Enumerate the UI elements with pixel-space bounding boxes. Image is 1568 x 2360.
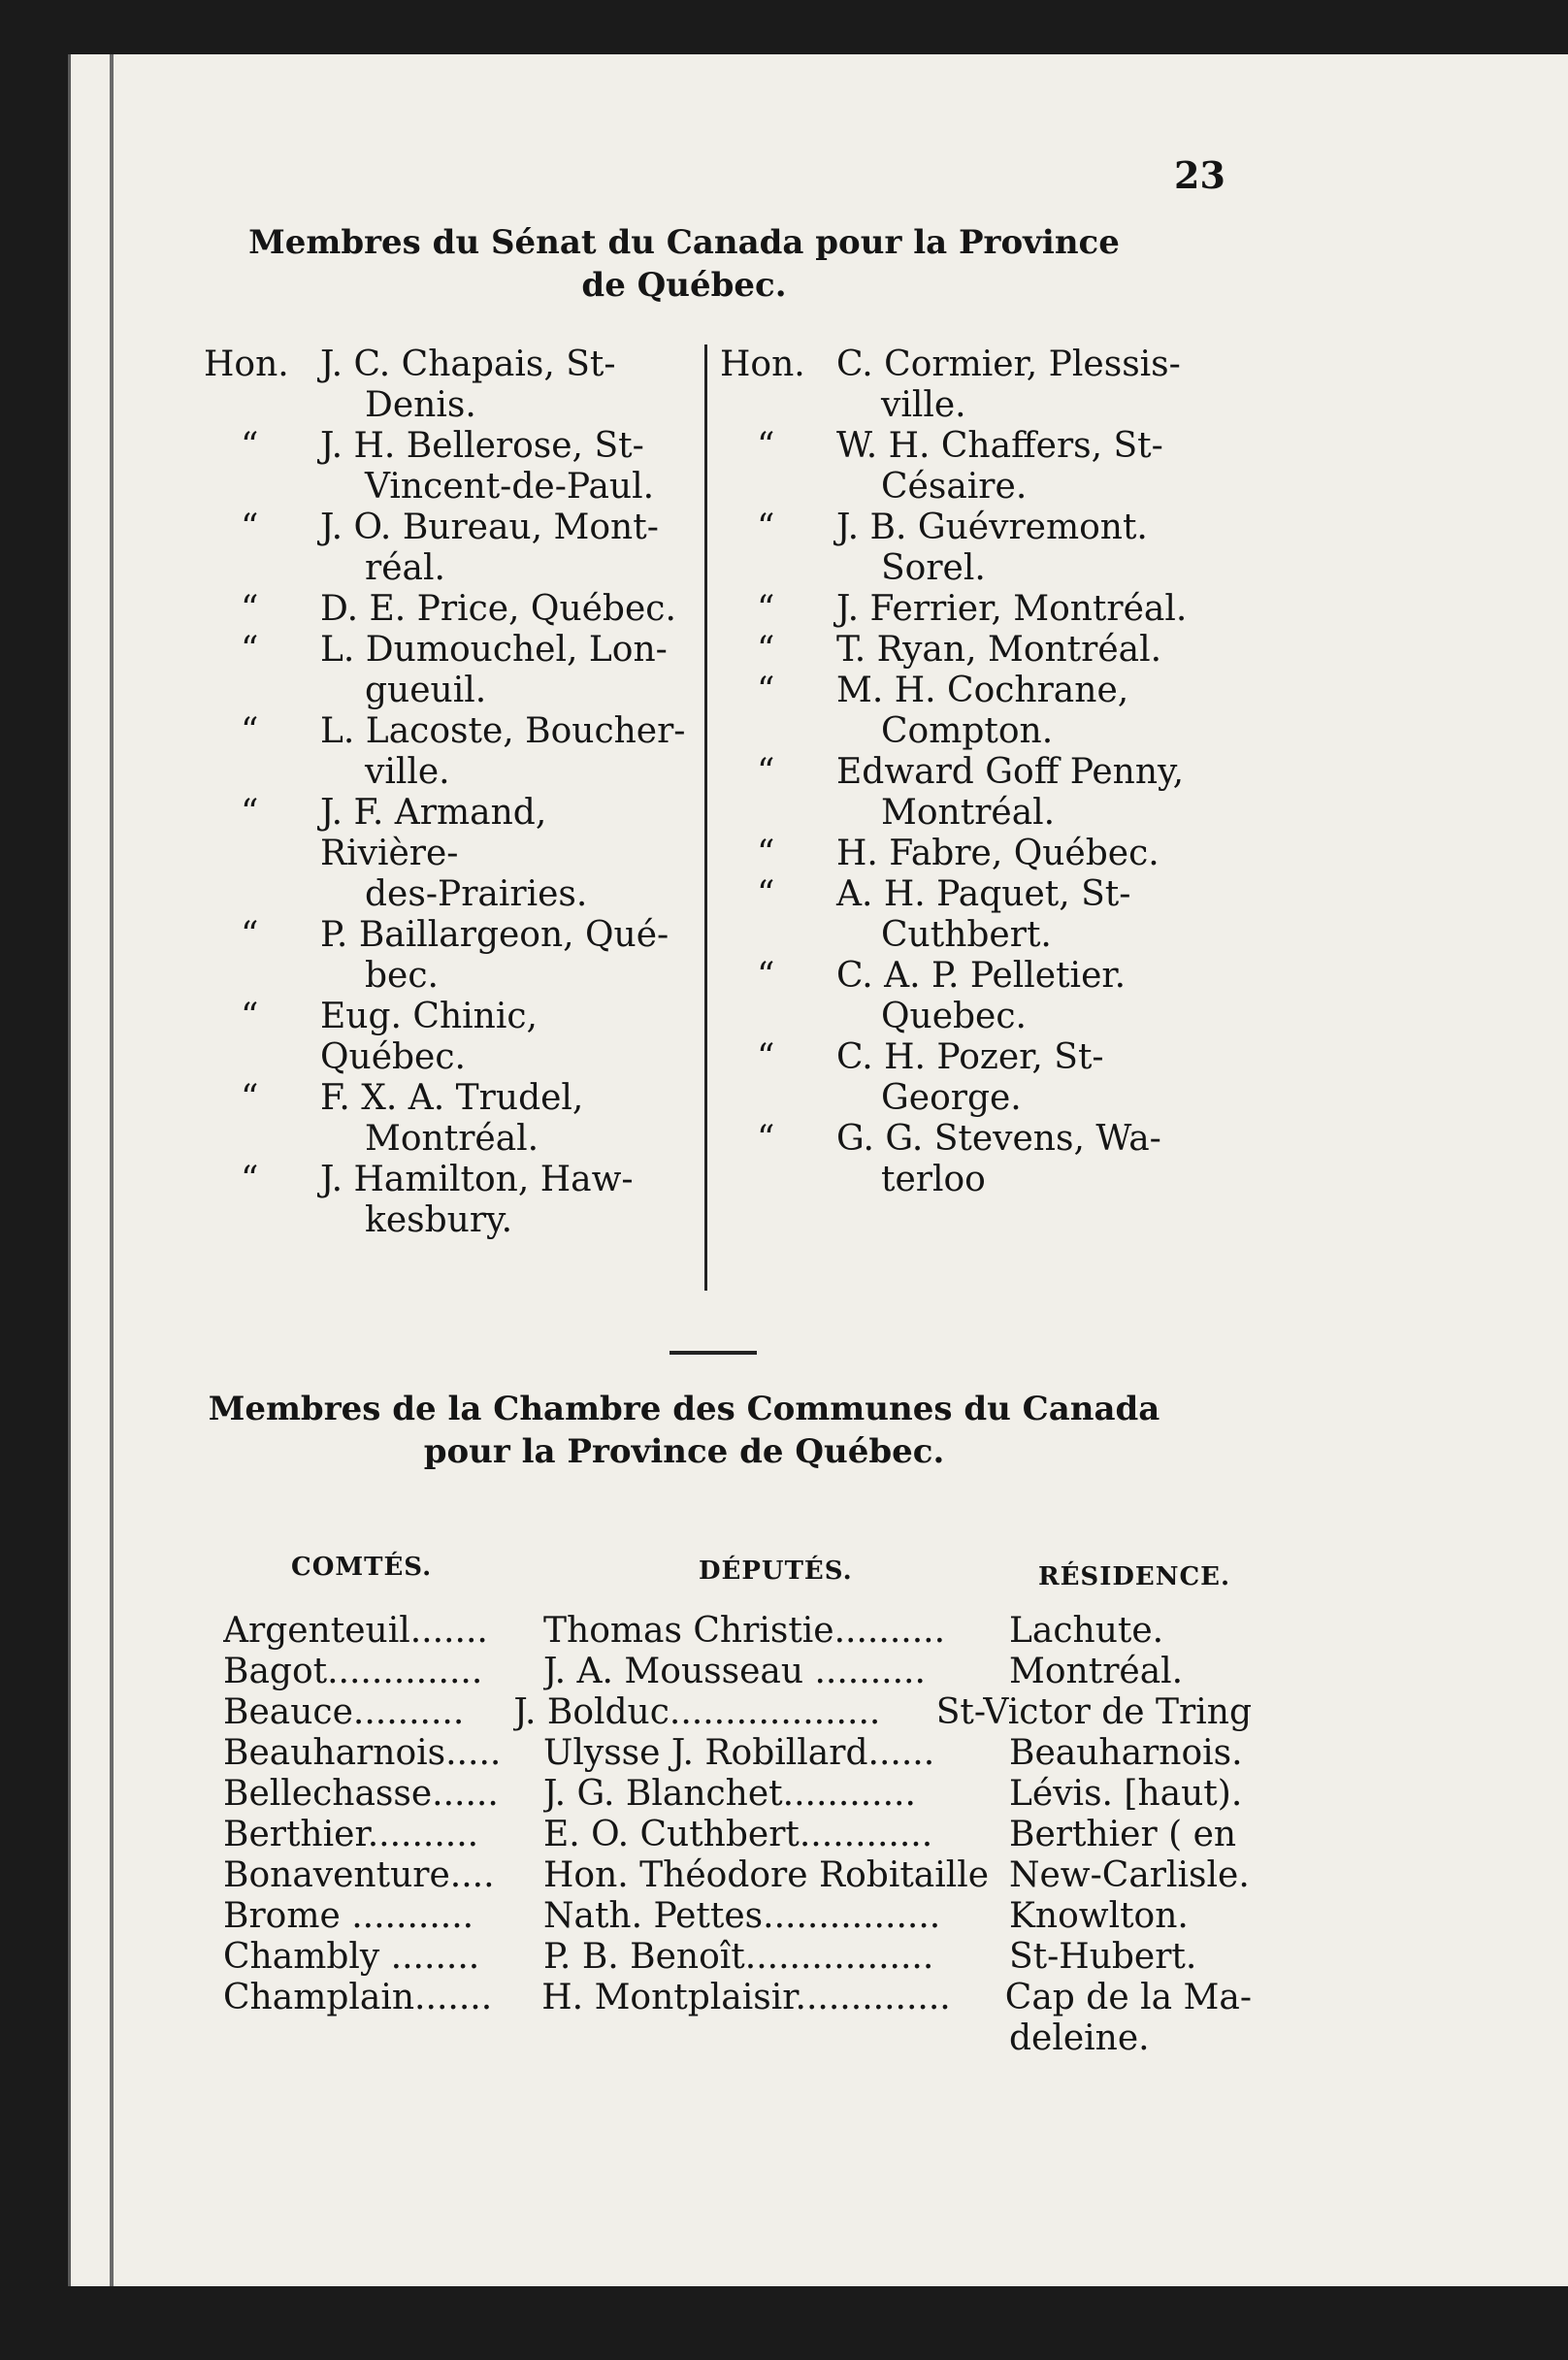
senator-line2: des-Prairies. (365, 874, 588, 914)
cell-residence: Cap de la Ma- (1004, 1978, 1252, 2017)
commons-heading-line2: pour la Province de Québec. (423, 1432, 945, 1471)
cell-county: Chambly ........ (223, 1937, 480, 1977)
senator-name (320, 1160, 689, 1241)
senator-line1: J. O. Bureau, Mont- (320, 508, 659, 547)
senator-line1: C. A. P. Pelletier. (836, 956, 1127, 996)
cell-county: Bellechasse...... (223, 1774, 499, 1814)
cell-county: Champlain....... (223, 1978, 493, 2017)
cell-county: Argenteuil....... (223, 1611, 488, 1651)
senator-name (320, 630, 689, 711)
senate-heading-line1: Membres du Sénat du Canada pour la Province (248, 223, 1120, 262)
senator-marker: “ (757, 508, 775, 547)
senator-marker: “ (757, 1037, 775, 1077)
cell-county: Brome ........... (223, 1896, 474, 1936)
senator-line1: H. Fabre, Québec. (836, 834, 1160, 873)
senator-entry (204, 915, 689, 997)
cell-residence: St-Hubert. (1009, 1937, 1197, 1977)
senator-line1: A. H. Paquet, St- (836, 874, 1131, 914)
senator-entry (204, 508, 689, 589)
page-number: 23 (1174, 153, 1225, 197)
senator-marker: “ (241, 793, 259, 833)
senator-line1: C. H. Pozer, St- (836, 1037, 1104, 1077)
cell-county: Bonaventure.... (223, 1855, 495, 1895)
senator-line1: C. Cormier, Plessis- (836, 344, 1181, 384)
senator-name (320, 793, 689, 915)
cell-deputy: J. A. Mousseau .......... (543, 1652, 926, 1691)
table-row (223, 1652, 1252, 1692)
table-row (223, 1855, 1252, 1896)
cell-deputy: Nath. Pettes................ (543, 1896, 941, 1936)
senator-line2: Quebec. (881, 997, 1027, 1036)
cell-deputy: Hon. Théodore Robitaille (543, 1855, 990, 1895)
column-rule (704, 344, 707, 1291)
senate-heading (175, 221, 1193, 307)
table-row (223, 1774, 1252, 1815)
cell-county: Beauharnois..... (223, 1733, 502, 1773)
cell-residence: Lévis. [haut). (1009, 1774, 1243, 1814)
senator-line1: L. Dumouchel, Lon- (320, 630, 668, 670)
senator-line1: J. B. Guévremont. (836, 508, 1148, 547)
senator-name (836, 874, 1195, 956)
senator-name (836, 508, 1195, 589)
cell-deputy: E. O. Cuthbert............ (543, 1815, 933, 1854)
senator-line2: Césaire. (881, 467, 1028, 507)
senator-entry (720, 874, 1195, 956)
commons-heading-line1: Membres de la Chambre des Communes du Canada (208, 1390, 1160, 1428)
senate-heading-line2: de Québec. (581, 266, 787, 305)
senator-entry (720, 344, 1195, 426)
senator-marker: “ (241, 711, 259, 751)
senator-entry (204, 589, 689, 630)
senator-marker: “ (757, 752, 775, 792)
senator-entry (720, 508, 1195, 589)
cell-deputy: J. G. Blanchet............ (543, 1774, 916, 1814)
senator-entry (204, 426, 689, 508)
senator-line1: L. Lacoste, Boucher- (320, 711, 686, 751)
senator-marker: “ (757, 630, 775, 670)
cell-deputy: J. Bolduc................... (513, 1692, 881, 1732)
senator-line2: réal. (365, 548, 445, 588)
senator-name (320, 1078, 689, 1160)
senator-line2: bec. (365, 956, 439, 996)
senator-line2: kesbury. (365, 1200, 513, 1240)
senator-entry (720, 671, 1195, 752)
senator-entry (204, 630, 689, 711)
commons-table (223, 1611, 1252, 2059)
table-row (223, 1815, 1252, 1855)
senator-marker: “ (757, 834, 775, 873)
senator-marker: “ (241, 426, 259, 466)
senate-left-column (204, 344, 689, 1241)
senator-name (320, 344, 689, 426)
senator-entry (204, 344, 689, 426)
senator-marker: “ (241, 915, 259, 955)
senator-line1: P. Baillargeon, Qué- (320, 915, 670, 955)
cell-county: Bagot.............. (223, 1652, 483, 1691)
senator-name (836, 426, 1195, 508)
senator-line2: Cuthbert. (881, 915, 1052, 955)
senator-name (836, 344, 1195, 426)
cell-residence: Beauharnois. (1009, 1733, 1243, 1773)
senator-name (836, 752, 1195, 834)
senator-name (320, 426, 689, 508)
senator-line2: gueuil. (365, 671, 487, 710)
senator-line2: ville. (365, 752, 450, 792)
senator-line1: J. H. Bellerose, St- (320, 426, 644, 466)
senator-line1: T. Ryan, Montréal. (836, 630, 1162, 670)
senator-name (320, 997, 689, 1078)
senator-name (320, 915, 689, 997)
senator-entry (204, 1078, 689, 1160)
senator-name (836, 630, 1195, 671)
senator-entry (720, 426, 1195, 508)
cell-county: Berthier.......... (223, 1815, 479, 1854)
senator-line1: J. F. Armand, Rivière- (320, 793, 547, 873)
table-row (223, 1978, 1252, 2018)
cell-deputy: Ulysse J. Robillard...... (543, 1733, 935, 1773)
senator-entry (204, 711, 689, 793)
cell-residence: Lachute. (1009, 1611, 1164, 1651)
senator-line2: Denis. (365, 385, 476, 425)
senator-line1: G. G. Stevens, Wa- (836, 1119, 1161, 1159)
page-edge-line (110, 54, 114, 2286)
cell-residence-continued: deleine. (1009, 2018, 1150, 2058)
senator-line2: George. (881, 1078, 1022, 1118)
cell-residence: New-Carlisle. (1009, 1855, 1250, 1895)
senator-marker: “ (757, 426, 775, 466)
cell-residence: Montréal. (1009, 1652, 1184, 1691)
senator-marker: Hon. (720, 344, 805, 384)
senator-marker: “ (241, 1078, 259, 1118)
senator-line2: Compton. (881, 711, 1054, 751)
senator-name (836, 589, 1195, 630)
senator-name (836, 671, 1195, 752)
senator-marker: “ (241, 508, 259, 547)
senator-entry (720, 630, 1195, 671)
cell-residence: St-Victor de Tring (935, 1692, 1252, 1732)
cell-deputy: H. Montplaisir.............. (541, 1978, 951, 2017)
senator-line1: Eug. Chinic, Québec. (320, 997, 538, 1077)
senator-marker: “ (241, 1160, 259, 1199)
commons-heading (175, 1388, 1193, 1473)
senator-line2: Montréal. (881, 793, 1056, 833)
senator-line1: W. H. Chaffers, St- (836, 426, 1163, 466)
senator-name (320, 589, 689, 630)
senator-entry (720, 589, 1195, 630)
senator-marker: “ (757, 874, 775, 914)
senator-marker: “ (241, 589, 259, 629)
senator-entry (204, 1160, 689, 1241)
senator-entry (720, 956, 1195, 1037)
cell-residence: Knowlton. (1009, 1896, 1189, 1936)
table-row (223, 1937, 1252, 1978)
cell-county: Beauce.......... (223, 1692, 465, 1732)
senator-line2: ville. (881, 385, 966, 425)
senator-marker: “ (241, 997, 259, 1036)
senator-line1: M. H. Cochrane, (836, 671, 1129, 710)
table-row (223, 1692, 1252, 1733)
commons-column-headers (175, 1553, 1231, 1591)
senator-line1: Edward Goff Penny, (836, 752, 1185, 792)
senator-line1: D. E. Price, Québec. (320, 589, 676, 629)
senator-entry (720, 752, 1195, 834)
senator-marker: “ (757, 1119, 775, 1159)
table-row (223, 1896, 1252, 1937)
senator-line2: terloo (881, 1160, 986, 1199)
senator-entry (204, 793, 689, 915)
senator-line1: J. Ferrier, Montréal. (836, 589, 1188, 629)
senator-marker: “ (757, 589, 775, 629)
table-row (223, 1611, 1252, 1652)
section-divider (670, 1351, 757, 1355)
senator-line1: J. C. Chapais, St- (320, 344, 616, 384)
senator-entry (720, 1037, 1195, 1119)
senator-name (836, 834, 1195, 874)
senator-name (320, 508, 689, 589)
cell-deputy: Thomas Christie.......... (543, 1611, 946, 1651)
senator-name (320, 711, 689, 793)
senator-entry (204, 997, 689, 1078)
senator-line1: J. Hamilton, Haw- (320, 1160, 634, 1199)
header-county: COMTÉS. (291, 1553, 433, 1582)
senator-entry (720, 1119, 1195, 1200)
cell-deputy: P. B. Benoît................. (543, 1937, 934, 1977)
senator-marker: “ (757, 671, 775, 710)
senator-line2: Sorel. (881, 548, 986, 588)
table-row (223, 1733, 1252, 1774)
senator-name (836, 1037, 1195, 1119)
senator-marker: “ (241, 630, 259, 670)
senator-entry (720, 834, 1195, 874)
senator-marker: Hon. (204, 344, 289, 384)
senator-marker: “ (757, 956, 775, 996)
header-residence: RÉSIDENCE. (1038, 1562, 1231, 1591)
senator-line1: F. X. A. Trudel, (320, 1078, 584, 1118)
senator-name (836, 956, 1195, 1037)
senator-name (836, 1119, 1195, 1200)
header-deputy: DÉPUTÉS. (699, 1557, 853, 1586)
cell-residence: Berthier ( en (1009, 1815, 1237, 1854)
senate-right-column (720, 344, 1195, 1200)
senator-line2: Vincent-de-Paul. (365, 467, 655, 507)
senator-line2: Montréal. (365, 1119, 539, 1159)
